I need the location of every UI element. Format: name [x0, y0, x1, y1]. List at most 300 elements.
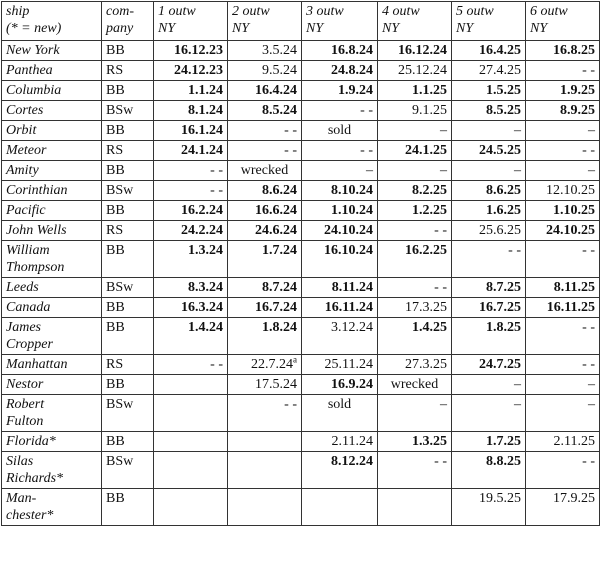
sailing-date-text: - -: [284, 397, 297, 412]
sailing-date-cell: [452, 375, 526, 395]
company-cell: BB: [102, 432, 154, 452]
sailing-date-cell: [378, 61, 452, 81]
sailing-date-cell: [378, 221, 452, 241]
sailing-date-cell: [452, 278, 526, 298]
company-cell: BB: [102, 318, 154, 355]
sailing-date-text: –: [514, 377, 521, 392]
sailing-date-cell: [154, 241, 228, 278]
sailing-date-cell: [302, 141, 378, 161]
sailing-date-cell: [378, 318, 452, 355]
sailing-date-cell: [228, 121, 302, 141]
sailing-date-cell: [526, 355, 600, 375]
sailing-date-text: –: [514, 163, 521, 178]
sailing-date-cell: [452, 81, 526, 101]
footnote-marker: a: [293, 354, 297, 365]
sailing-date-text: - -: [360, 103, 373, 118]
sailing-date-text: 24.8.24: [331, 63, 373, 78]
sailing-date-cell: [378, 241, 452, 278]
sailing-date-cell: [154, 432, 228, 452]
column-header: 3 outw NY: [302, 2, 378, 41]
table-row: [2, 241, 600, 278]
sailing-date-cell: [526, 318, 600, 355]
table-row: [2, 121, 600, 141]
sailing-date-cell: [452, 318, 526, 355]
sailing-date-text: 9.5.24: [262, 63, 297, 78]
sailing-date-text: wrecked: [390, 377, 439, 392]
sailing-date-text: - -: [508, 243, 521, 258]
sailing-date-cell: [452, 61, 526, 81]
sailing-date-text: 16.12.24: [398, 43, 447, 58]
sailing-date-cell: [452, 395, 526, 432]
sailing-date-text: 24.1.24: [181, 143, 223, 158]
sailing-date-cell: [154, 489, 228, 526]
table-row: [2, 489, 600, 526]
company-cell: RS: [102, 61, 154, 81]
sailing-date-text: 1.4.24: [188, 320, 223, 335]
sailing-date-text: 17.3.25: [405, 300, 447, 315]
column-header: 6 outw NY: [526, 2, 600, 41]
sailing-date-cell: [378, 395, 452, 432]
company-cell: BB: [102, 41, 154, 61]
sailing-date-cell: [452, 201, 526, 221]
sailing-date-cell: [228, 41, 302, 61]
sailing-date-cell: [154, 101, 228, 121]
ship-name-cell: Silas Richards*: [2, 452, 102, 489]
sailing-date-cell: [154, 278, 228, 298]
sailing-date-text: 8.2.25: [412, 183, 447, 198]
sailing-date-cell: [154, 375, 228, 395]
sailing-date-cell: [302, 61, 378, 81]
sailing-date-text: 24.2.24: [181, 223, 223, 238]
table-row: [2, 395, 600, 432]
sailing-date-text: 17.5.24: [255, 377, 297, 392]
sailing-date-cell: [452, 355, 526, 375]
sailing-date-text: 8.5.25: [486, 103, 521, 118]
sailing-date-text: wrecked: [240, 163, 289, 178]
sailing-date-cell: [154, 355, 228, 375]
table-row: [2, 355, 600, 375]
sailing-date-cell: [302, 489, 378, 526]
sailing-date-text: 16.7.24: [255, 300, 297, 315]
sailing-date-text: 8.1.24: [188, 103, 223, 118]
ship-name-cell: Corinthian: [2, 181, 102, 201]
sailing-date-cell: [526, 375, 600, 395]
sailing-date-cell: [452, 432, 526, 452]
table-row: [2, 278, 600, 298]
sailing-date-text: 1.5.25: [486, 83, 521, 98]
table-row: [2, 432, 600, 452]
sailing-date-text: 3.5.24: [262, 43, 297, 58]
sailing-date-text: –: [588, 397, 595, 412]
sailing-date-text: 24.12.23: [174, 63, 223, 78]
table-row: [2, 141, 600, 161]
sailing-date-cell: [526, 298, 600, 318]
sailing-date-cell: [228, 432, 302, 452]
sailing-date-cell: [154, 298, 228, 318]
ship-name-cell: Man- chester*: [2, 489, 102, 526]
sailing-date-text: 1.1.24: [188, 83, 223, 98]
company-cell: BB: [102, 375, 154, 395]
sailing-date-text: 8.7.24: [262, 280, 297, 295]
sailing-date-text: 8.7.25: [486, 280, 521, 295]
sailing-date-text: 19.5.25: [479, 491, 521, 506]
sailing-date-text: - -: [582, 320, 595, 335]
sailing-date-cell: [452, 161, 526, 181]
sailing-date-cell: [378, 41, 452, 61]
ship-name-cell: New York: [2, 41, 102, 61]
table-row: [2, 181, 600, 201]
ship-name-cell: Canada: [2, 298, 102, 318]
sailing-date-text: 1.1.25: [412, 83, 447, 98]
sailing-date-cell: [228, 278, 302, 298]
sailing-date-text: 16.7.25: [479, 300, 521, 315]
sailing-date-cell: [378, 141, 452, 161]
sailing-date-cell: [228, 355, 302, 375]
sailing-date-cell: [452, 221, 526, 241]
sailing-date-text: 1.6.25: [486, 203, 521, 218]
sailing-date-text: 16.4.25: [479, 43, 521, 58]
sailing-date-cell: [526, 241, 600, 278]
sailing-date-cell: [228, 395, 302, 432]
table-row: [2, 81, 600, 101]
sailing-date-text: 24.6.24: [255, 223, 297, 238]
sailing-date-cell: [526, 489, 600, 526]
sailing-date-text: 2.11.24: [331, 434, 373, 449]
sailing-date-text: –: [514, 123, 521, 138]
sailing-date-text: - -: [582, 63, 595, 78]
sailing-date-text: 24.10.25: [546, 223, 595, 238]
sailing-date-text: 8.5.24: [262, 103, 297, 118]
sailing-date-text: 2.11.25: [553, 434, 595, 449]
sailing-date-cell: [378, 278, 452, 298]
sailing-date-text: –: [588, 163, 595, 178]
sailing-date-cell: [302, 318, 378, 355]
sailing-date-cell: [378, 489, 452, 526]
sailing-date-cell: [452, 181, 526, 201]
sailing-date-cell: [378, 375, 452, 395]
sailing-date-cell: [302, 375, 378, 395]
table-row: [2, 101, 600, 121]
sailing-date-cell: [228, 452, 302, 489]
sailing-date-cell: [302, 355, 378, 375]
sailing-date-text: - -: [582, 243, 595, 258]
sailing-date-cell: [154, 201, 228, 221]
company-cell: BSw: [102, 452, 154, 489]
sailing-date-text: 16.11.24: [324, 300, 373, 315]
column-header: 5 outw NY: [452, 2, 526, 41]
sailing-date-text: 25.6.25: [479, 223, 521, 238]
company-cell: BSw: [102, 395, 154, 432]
column-header: 4 outw NY: [378, 2, 452, 41]
ship-name-cell: Robert Fulton: [2, 395, 102, 432]
table-row: [2, 375, 600, 395]
sailing-date-text: - -: [582, 357, 595, 372]
sailing-date-text: 1.10.25: [553, 203, 595, 218]
sailing-date-cell: [378, 121, 452, 141]
sailing-date-cell: [154, 81, 228, 101]
table-row: [2, 318, 600, 355]
sailing-date-cell: [228, 161, 302, 181]
table-row: [2, 221, 600, 241]
sailing-date-text: - -: [434, 223, 447, 238]
sailing-date-text: 1.2.25: [412, 203, 447, 218]
sailing-date-cell: [302, 181, 378, 201]
sailing-date-text: 16.11.25: [546, 300, 595, 315]
sailing-date-cell: [302, 221, 378, 241]
sailing-date-text: 16.4.24: [255, 83, 297, 98]
sailing-date-text: 8.11.24: [331, 280, 373, 295]
column-header: 1 outw NY: [154, 2, 228, 41]
sailing-date-cell: [228, 81, 302, 101]
sailing-date-cell: [228, 241, 302, 278]
sailing-date-cell: [228, 489, 302, 526]
sailing-date-text: –: [366, 163, 373, 178]
sailing-date-cell: [452, 121, 526, 141]
sailing-date-cell: [526, 278, 600, 298]
ship-name-cell: Amity: [2, 161, 102, 181]
sailing-date-cell: [302, 432, 378, 452]
table-row: [2, 61, 600, 81]
sailing-date-text: 24.1.25: [405, 143, 447, 158]
column-header: ship (* = new): [2, 2, 102, 41]
ship-name-cell: Orbit: [2, 121, 102, 141]
ship-name-cell: Cortes: [2, 101, 102, 121]
ship-name-cell: Columbia: [2, 81, 102, 101]
sailing-date-text: 24.7.25: [479, 357, 521, 372]
company-cell: BB: [102, 241, 154, 278]
sailing-date-cell: [378, 452, 452, 489]
sailing-date-cell: [154, 452, 228, 489]
sailing-date-text: 8.11.25: [553, 280, 595, 295]
sailing-date-cell: [228, 318, 302, 355]
sailing-date-text: 24.5.25: [479, 143, 521, 158]
sailing-date-cell: [452, 452, 526, 489]
sailing-date-text: 1.9.25: [560, 83, 595, 98]
ship-name-cell: Manhattan: [2, 355, 102, 375]
sailing-date-cell: [302, 201, 378, 221]
table-row: [2, 298, 600, 318]
sailing-date-text: 1.8.25: [486, 320, 521, 335]
sailing-date-text: 16.8.24: [331, 43, 373, 58]
sailing-date-cell: [228, 141, 302, 161]
sailing-date-cell: [154, 318, 228, 355]
sailing-date-text: 1.9.24: [338, 83, 373, 98]
column-header: com- pany: [102, 2, 154, 41]
sailing-date-text: 1.3.24: [188, 243, 223, 258]
table-row: [2, 41, 600, 61]
company-cell: BSw: [102, 101, 154, 121]
ship-name-cell: Florida*: [2, 432, 102, 452]
sailing-date-text: 16.2.25: [405, 243, 447, 258]
sailing-date-text: 8.3.24: [188, 280, 223, 295]
sailing-date-cell: [228, 201, 302, 221]
sailing-date-text: 16.3.24: [181, 300, 223, 315]
sailing-date-text: - -: [210, 357, 223, 372]
sailing-date-text: 24.10.24: [324, 223, 373, 238]
column-header: 2 outw NY: [228, 2, 302, 41]
ship-name-cell: John Wells: [2, 221, 102, 241]
sailing-date-text: 3.12.24: [331, 320, 373, 335]
sailing-date-cell: [378, 298, 452, 318]
sailing-date-text: 27.4.25: [479, 63, 521, 78]
sailing-date-text: 17.9.25: [553, 491, 595, 506]
sailing-date-cell: [526, 141, 600, 161]
sailing-date-cell: [154, 395, 228, 432]
ship-name-cell: Nestor: [2, 375, 102, 395]
sailing-date-cell: [378, 201, 452, 221]
sailing-date-text: - -: [210, 163, 223, 178]
sailing-date-cell: [302, 121, 378, 141]
sailing-date-cell: [302, 241, 378, 278]
sailing-date-cell: [526, 121, 600, 141]
sailing-date-text: 1.3.25: [412, 434, 447, 449]
sailing-date-cell: [526, 432, 600, 452]
company-cell: BB: [102, 201, 154, 221]
sailing-date-cell: [526, 41, 600, 61]
ship-name-cell: Leeds: [2, 278, 102, 298]
sailing-date-cell: [452, 489, 526, 526]
sailing-date-cell: [302, 278, 378, 298]
sailing-date-cell: [154, 181, 228, 201]
sailing-date-cell: [154, 41, 228, 61]
sailing-date-cell: [378, 355, 452, 375]
sailing-date-cell: [378, 181, 452, 201]
sailing-date-text: 16.8.25: [553, 43, 595, 58]
sailing-date-text: 16.6.24: [255, 203, 297, 218]
sailing-date-cell: [452, 241, 526, 278]
sailing-date-text: –: [440, 123, 447, 138]
sailing-date-text: - -: [284, 143, 297, 158]
sailing-date-cell: [302, 395, 378, 432]
sailing-date-text: 8.6.25: [486, 183, 521, 198]
sailing-date-text: - -: [360, 143, 373, 158]
sailing-date-text: 1.7.24: [262, 243, 297, 258]
sailing-date-text: - -: [582, 454, 595, 469]
sailing-date-text: 12.10.25: [546, 183, 595, 198]
sailing-date-cell: [378, 161, 452, 181]
sailing-date-text: 1.10.24: [331, 203, 373, 218]
sailing-date-cell: [154, 121, 228, 141]
sailing-date-cell: [378, 101, 452, 121]
sailing-date-cell: [228, 375, 302, 395]
sailing-date-cell: [526, 101, 600, 121]
sailing-date-cell: [302, 101, 378, 121]
sailing-date-cell: [302, 298, 378, 318]
sailing-date-text: sold: [327, 397, 352, 412]
ship-name-cell: Pacific: [2, 201, 102, 221]
sailing-date-cell: [526, 452, 600, 489]
company-cell: RS: [102, 141, 154, 161]
ship-name-cell: William Thompson: [2, 241, 102, 278]
company-cell: BB: [102, 161, 154, 181]
sailing-date-text: 22.7.24: [251, 357, 293, 372]
sailing-date-cell: [228, 61, 302, 81]
sailing-date-text: 25.11.24: [324, 357, 373, 372]
sailing-date-cell: [302, 161, 378, 181]
sailing-date-cell: [526, 81, 600, 101]
sailing-date-cell: [452, 141, 526, 161]
sailing-date-text: –: [514, 397, 521, 412]
sailing-date-text: 16.12.23: [174, 43, 223, 58]
sailing-date-cell: [228, 101, 302, 121]
table-body: [2, 41, 600, 526]
company-cell: BB: [102, 121, 154, 141]
sailing-date-cell: [228, 221, 302, 241]
sailing-date-text: 25.12.24: [398, 63, 447, 78]
sailing-date-text: 9.1.25: [412, 103, 447, 118]
sailing-date-text: 8.9.25: [560, 103, 595, 118]
sailing-date-text: 8.10.24: [331, 183, 373, 198]
sailing-date-text: 1.4.25: [412, 320, 447, 335]
sailing-date-text: 8.12.24: [331, 454, 373, 469]
sailing-date-text: - -: [434, 454, 447, 469]
ship-name-cell: Panthea: [2, 61, 102, 81]
table-row: [2, 452, 600, 489]
sailing-date-text: 1.8.24: [262, 320, 297, 335]
sailing-date-cell: [154, 161, 228, 181]
company-cell: BB: [102, 298, 154, 318]
sailing-schedule-table: [1, 1, 600, 526]
company-cell: RS: [102, 221, 154, 241]
sailing-date-cell: [452, 41, 526, 61]
sailing-date-text: 27.3.25: [405, 357, 447, 372]
sailing-date-cell: [378, 81, 452, 101]
sailing-date-cell: [526, 161, 600, 181]
ship-name-cell: James Cropper: [2, 318, 102, 355]
sailing-date-text: –: [588, 377, 595, 392]
sailing-date-text: 8.6.24: [262, 183, 297, 198]
company-cell: BB: [102, 489, 154, 526]
company-cell: BSw: [102, 278, 154, 298]
sailing-date-text: 16.1.24: [181, 123, 223, 138]
sailing-date-cell: [526, 61, 600, 81]
sailing-date-cell: [378, 432, 452, 452]
sailing-date-cell: [302, 452, 378, 489]
sailing-date-cell: [526, 395, 600, 432]
sailing-date-text: - -: [582, 143, 595, 158]
sailing-date-text: –: [588, 123, 595, 138]
sailing-date-cell: [228, 298, 302, 318]
sailing-date-cell: [452, 298, 526, 318]
ship-name-cell: Meteor: [2, 141, 102, 161]
sailing-date-cell: [154, 221, 228, 241]
sailing-date-text: - -: [434, 280, 447, 295]
sailing-date-cell: [302, 81, 378, 101]
sailing-date-cell: [526, 221, 600, 241]
sailing-date-cell: [154, 61, 228, 81]
table-row: [2, 161, 600, 181]
sailing-date-text: sold: [327, 123, 352, 138]
sailing-date-cell: [228, 181, 302, 201]
sailing-date-text: - -: [284, 123, 297, 138]
table-row: [2, 201, 600, 221]
sailing-date-cell: [526, 201, 600, 221]
sailing-date-cell: [302, 41, 378, 61]
sailing-date-text: 16.9.24: [331, 377, 373, 392]
sailing-date-text: 1.7.25: [486, 434, 521, 449]
header-row: [2, 2, 600, 41]
sailing-date-text: 8.8.25: [486, 454, 521, 469]
sailing-date-cell: [526, 181, 600, 201]
sailing-date-text: –: [440, 397, 447, 412]
sailing-date-text: - -: [210, 183, 223, 198]
sailing-date-text: 16.10.24: [324, 243, 373, 258]
sailing-date-cell: [154, 141, 228, 161]
sailing-date-text: –: [440, 163, 447, 178]
company-cell: RS: [102, 355, 154, 375]
sailing-date-text: 16.2.24: [181, 203, 223, 218]
sailing-date-cell: [452, 101, 526, 121]
